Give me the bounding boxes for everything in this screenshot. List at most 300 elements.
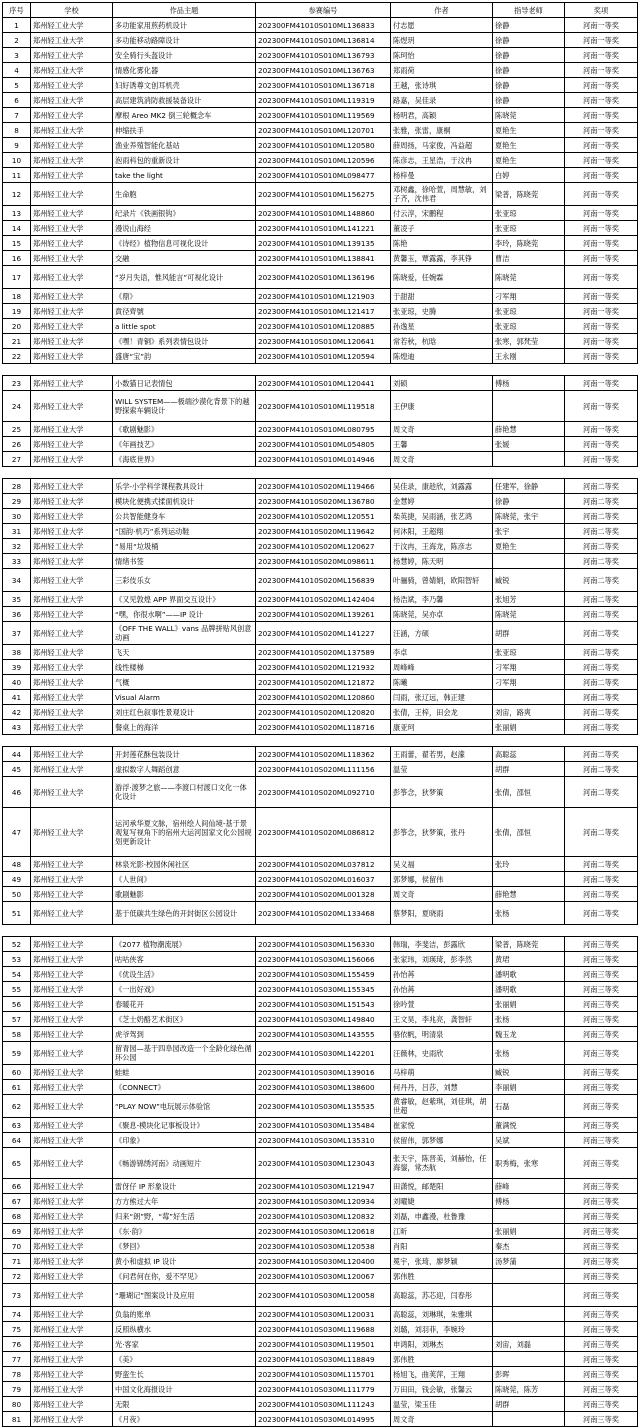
cell-authors: 何沐阳，王超翔: [391, 524, 493, 539]
cell-title: 线性楼梯: [113, 660, 256, 675]
cell-index: 15: [3, 236, 31, 251]
separator-cell: [3, 735, 638, 747]
separator-row: [3, 925, 638, 937]
cell-title: 《嘿！青铜》系列表情包设计: [113, 334, 256, 349]
cell-entry-id: 202300FM41010S030ML118849: [256, 1352, 391, 1367]
cell-entry-id: 202300FM41010S030ML123043: [256, 1148, 391, 1179]
cell-advisor: 白婷: [493, 168, 565, 183]
cell-entry-id: 202300FM41010S020ML119466: [256, 479, 391, 494]
cell-award: 河南三等奖: [565, 1397, 638, 1412]
table-row: [3, 304, 638, 319]
cell-authors: 郑雨荷: [391, 63, 493, 78]
cell-index: 25: [3, 422, 31, 437]
cell-advisor: 秦杰: [493, 1239, 565, 1254]
cell-entry-id: 202300FM41010S010ML119569: [256, 108, 391, 123]
cell-index: 33: [3, 554, 31, 569]
table-row: [3, 1080, 638, 1095]
cell-award: 河南一等奖: [565, 452, 638, 467]
cell-title: 《一出好戏》: [113, 982, 256, 997]
cell-advisor: 曹洁: [493, 251, 565, 266]
cell-entry-id: 202300FM41010S020ML136780: [256, 494, 391, 509]
cell-entry-id: 202300FM41010S030ML135535: [256, 1095, 391, 1118]
cell-entry-id: 202300FM41010S030ML135484: [256, 1118, 391, 1133]
cell-title: 《又见敦煌 APP 界面交互设计》: [113, 592, 256, 607]
cell-advisor: 张倩，邵恒: [493, 777, 565, 808]
cell-advisor: 职秀梅，张寒: [493, 1148, 565, 1179]
cell-school: 郑州轻工业大学: [31, 479, 113, 494]
cell-index: 14: [3, 221, 31, 236]
cell-advisor: 张亚琼: [493, 319, 565, 334]
cell-entry-id: 202300FM41020S010ML136196: [256, 266, 391, 289]
cell-award: 河南二等奖: [565, 857, 638, 872]
cell-award: 河南二等奖: [565, 747, 638, 762]
cell-entry-id: 202300FM41010S010ML054805: [256, 437, 391, 452]
cell-title: 气概: [113, 675, 256, 690]
cell-advisor: [493, 1412, 565, 1427]
cell-advisor: 薛艳慧: [493, 887, 565, 902]
cell-authors: 闫雨，张辽远，韩正建: [391, 690, 493, 705]
cell-index: 2: [3, 33, 31, 48]
cell-index: 19: [3, 304, 31, 319]
cell-authors: 张亚琼，史腾: [391, 304, 493, 319]
cell-index: 5: [3, 78, 31, 93]
cell-entry-id: 202300FM41010S020ML098611: [256, 554, 391, 569]
cell-advisor: 徐静: [493, 93, 565, 108]
cell-school: 郑州轻工业大学: [31, 872, 113, 887]
cell-entry-id: 202300FM41010S030ML155345: [256, 982, 391, 997]
cell-title: 盛唐“宝”韵: [113, 349, 256, 364]
cell-school: 郑州轻工业大学: [31, 422, 113, 437]
table-row: [3, 660, 638, 675]
table-row: [3, 1042, 638, 1065]
cell-index: 54: [3, 967, 31, 982]
cell-entry-id: 202300FM41010S020ML118362: [256, 747, 391, 762]
cell-entry-id: 202300FM41010S010ML098477: [256, 168, 391, 183]
cell-index: 47: [3, 808, 31, 857]
header-authors: 作者: [391, 3, 493, 18]
cell-entry-id: 202300FM41010S030ML139016: [256, 1065, 391, 1080]
cell-advisor: 陈晓莞: [493, 108, 565, 123]
cell-authors: 康亚珂: [391, 720, 493, 735]
separator-row: [3, 467, 638, 479]
cell-title: 虚拟数字人舞蹈创意: [113, 762, 256, 777]
cell-entry-id: 202300FM41010S010ML120701: [256, 123, 391, 138]
cell-advisor: 梁普，陈晓莞: [493, 183, 565, 206]
cell-authors: 于甜甜: [391, 289, 493, 304]
cell-school: 郑州轻工业大学: [31, 1239, 113, 1254]
cell-entry-id: 202300FM41010S030ML111243: [256, 1397, 391, 1412]
cell-index: 36: [3, 607, 31, 622]
cell-school: 郑州轻工业大学: [31, 319, 113, 334]
cell-index: 52: [3, 937, 31, 952]
cell-authors: 刘曜婕: [391, 1194, 493, 1209]
cell-school: 郑州轻工业大学: [31, 1118, 113, 1133]
cell-advisor: 吴斌: [493, 1133, 565, 1148]
cell-advisor: 刘宙，路爽: [493, 705, 565, 720]
cell-title: 归来“朗”野，“莓”好生活: [113, 1209, 256, 1224]
cell-title: “易用“垃圾桶: [113, 539, 256, 554]
cell-authors: 蔡梦阳，夏晓雨: [391, 902, 493, 925]
table-row: [3, 554, 638, 569]
cell-advisor: 李玲，陈晓莞: [493, 236, 565, 251]
cell-award: 河南三等奖: [565, 1080, 638, 1095]
cell-school: 郑州轻工业大学: [31, 221, 113, 236]
cell-advisor: 陈晓莞，陈芳: [493, 1382, 565, 1397]
cell-award: 河南二等奖: [565, 902, 638, 925]
cell-title: 《聚息-模块化记事板设计》: [113, 1118, 256, 1133]
cell-award: 河南一等奖: [565, 349, 638, 364]
cell-award: 河南三等奖: [565, 1382, 638, 1397]
cell-advisor: [493, 391, 565, 422]
cell-title: 春暖花开: [113, 997, 256, 1012]
cell-index: 45: [3, 762, 31, 777]
table-row: [3, 183, 638, 206]
cell-entry-id: 202300FM41010S010ML141221: [256, 221, 391, 236]
table-row: [3, 857, 638, 872]
cell-index: 61: [3, 1080, 31, 1095]
cell-title: 妇好诱尊文创耳机壳: [113, 78, 256, 93]
cell-award: 河南一等奖: [565, 266, 638, 289]
cell-advisor: 徐静: [493, 33, 565, 48]
cell-index: 20: [3, 319, 31, 334]
cell-advisor: 胡群: [493, 762, 565, 777]
cell-award: 河南一等奖: [565, 334, 638, 349]
cell-authors: 黄馨玉，覃露露，李其铮: [391, 251, 493, 266]
cell-advisor: [493, 554, 565, 569]
cell-index: 24: [3, 391, 31, 422]
cell-entry-id: 202300FM41010S020ML133468: [256, 902, 391, 925]
cell-authors: 孙怡苒: [391, 982, 493, 997]
awards-table: [2, 2, 638, 1427]
cell-entry-id: 202300FM41010S030ML120058: [256, 1284, 391, 1307]
header-entry-id: 参赛编号: [256, 3, 391, 18]
table-row: [3, 592, 638, 607]
cell-entry-id: 202300FM41010S020ML156839: [256, 569, 391, 592]
table-row: [3, 349, 638, 364]
cell-school: 郑州轻工业大学: [31, 1254, 113, 1269]
cell-title: 《年画技艺》: [113, 437, 256, 452]
cell-school: 郑州轻工业大学: [31, 1352, 113, 1367]
cell-award: 河南三等奖: [565, 1307, 638, 1322]
cell-authors: 陈彦志，王星浩，于汶冉: [391, 153, 493, 168]
cell-index: 79: [3, 1382, 31, 1397]
cell-index: 17: [3, 266, 31, 289]
cell-school: 郑州轻工业大学: [31, 452, 113, 467]
cell-advisor: [493, 1322, 565, 1337]
cell-entry-id: 202300FM41010S020ML037812: [256, 857, 391, 872]
cell-award: 河南三等奖: [565, 1133, 638, 1148]
header-title: 作品主题: [113, 3, 256, 18]
cell-authors: 陈煜玥: [391, 33, 493, 48]
cell-authors: 柴英捷，吴雨涵，张艺鸿: [391, 509, 493, 524]
cell-authors: 彭筝念，狄梦策，张丹: [391, 808, 493, 857]
cell-advisor: 潘明歌: [493, 967, 565, 982]
cell-advisor: 魏玉龙: [493, 1027, 565, 1042]
cell-award: 河南一等奖: [565, 93, 638, 108]
cell-index: 55: [3, 982, 31, 997]
table-row: [3, 1412, 638, 1427]
cell-index: 66: [3, 1179, 31, 1194]
cell-school: 郑州轻工业大学: [31, 1307, 113, 1322]
cell-index: 49: [3, 872, 31, 887]
cell-index: 77: [3, 1352, 31, 1367]
cell-title: 《2077 植物潮流展》: [113, 937, 256, 952]
cell-index: 69: [3, 1224, 31, 1239]
cell-award: 河南三等奖: [565, 967, 638, 982]
cell-school: 郑州轻工业大学: [31, 1284, 113, 1307]
cell-advisor: [493, 1307, 565, 1322]
cell-index: 71: [3, 1254, 31, 1269]
cell-award: 河南一等奖: [565, 376, 638, 391]
cell-award: 河南一等奖: [565, 251, 638, 266]
cell-title: “国韵·机巧”系列运动鞋: [113, 524, 256, 539]
cell-authors: 周峰峰: [391, 660, 493, 675]
cell-advisor: 张丽娟: [493, 1224, 565, 1239]
cell-authors: 温莹: [391, 762, 493, 777]
cell-advisor: 张寒，郭梵莹: [493, 334, 565, 349]
cell-index: 42: [3, 705, 31, 720]
table-row: [3, 123, 638, 138]
cell-authors: 刘璐，刘羽菲，李婉玲: [391, 1322, 493, 1337]
cell-entry-id: 202300FM41010S020ML137589: [256, 645, 391, 660]
cell-authors: 付志愿: [391, 18, 493, 33]
cell-advisor: 陈晓莞: [493, 266, 565, 289]
cell-entry-id: 202300FM41010S030ML111779: [256, 1382, 391, 1397]
cell-authors: 郭伟胜: [391, 1352, 493, 1367]
cell-school: 郑州轻工业大学: [31, 349, 113, 364]
cell-index: 59: [3, 1042, 31, 1065]
cell-award: 河南一等奖: [565, 437, 638, 452]
cell-index: 38: [3, 645, 31, 660]
cell-award: 河南一等奖: [565, 183, 638, 206]
cell-entry-id: 202300FM41010S010ML148860: [256, 206, 391, 221]
cell-advisor: 刁军翔: [493, 660, 565, 675]
cell-entry-id: 202300FM41010S030ML142201: [256, 1042, 391, 1065]
cell-title: WILL SYSTEM——极端沙漠化背景下的越野探索车辆设计: [113, 391, 256, 422]
cell-authors: 周文奇: [391, 887, 493, 902]
table-row: [3, 266, 638, 289]
cell-award: 河南三等奖: [565, 1224, 638, 1239]
cell-title: 《东·韵》: [113, 1224, 256, 1239]
cell-title: Visual Alarm: [113, 690, 256, 705]
cell-school: 郑州轻工业大学: [31, 48, 113, 63]
cell-index: 32: [3, 539, 31, 554]
cell-authors: 高聪蕊，刘琳琪，朱雅琪: [391, 1307, 493, 1322]
table-row: [3, 762, 638, 777]
cell-advisor: 徐静: [493, 78, 565, 93]
cell-title: take the light: [113, 168, 256, 183]
cell-entry-id: 202300FM41010S030ML135310: [256, 1133, 391, 1148]
cell-advisor: 石磊: [493, 1095, 565, 1118]
cell-award: 河南二等奖: [565, 539, 638, 554]
cell-advisor: 张媛: [493, 437, 565, 452]
cell-advisor: 刁军翔: [493, 289, 565, 304]
cell-index: 8: [3, 123, 31, 138]
cell-title: 雷伢仔 IP 形象设计: [113, 1179, 256, 1194]
cell-advisor: [493, 872, 565, 887]
table-row: [3, 808, 638, 857]
cell-school: 郑州轻工业大学: [31, 675, 113, 690]
cell-authors: 张天宇，陈晋美，刘赫怡，任海鋆，常杰航: [391, 1148, 493, 1179]
cell-advisor: 胡群: [493, 622, 565, 645]
cell-authors: 孙逸星: [391, 319, 493, 334]
cell-authors: 李卓: [391, 645, 493, 660]
cell-index: 60: [3, 1065, 31, 1080]
cell-school: 郑州轻工业大学: [31, 183, 113, 206]
table-row: [3, 221, 638, 236]
cell-award: 河南三等奖: [565, 1337, 638, 1352]
cell-award: 河南二等奖: [565, 690, 638, 705]
cell-authors: 杨慧婷，陈天明: [391, 554, 493, 569]
cell-award: 河南二等奖: [565, 777, 638, 808]
table-row: [3, 1118, 638, 1133]
cell-award: 河南一等奖: [565, 78, 638, 93]
table-row: [3, 902, 638, 925]
cell-award: 河南一等奖: [565, 289, 638, 304]
cell-entry-id: 202300FM41010S030ML119501: [256, 1337, 391, 1352]
table-row: [3, 645, 638, 660]
table-row: [3, 1322, 638, 1337]
cell-advisor: 张宇: [493, 524, 565, 539]
cell-advisor: 刁军翔: [493, 675, 565, 690]
cell-school: 郑州轻工业大学: [31, 1065, 113, 1080]
cell-award: 河南三等奖: [565, 1269, 638, 1284]
cell-title: a little spot: [113, 319, 256, 334]
table-row: [3, 690, 638, 705]
cell-entry-id: 202300FM41010S010ML136793: [256, 48, 391, 63]
table-row: [3, 206, 638, 221]
cell-entry-id: 202300FM41010S010ML120594: [256, 349, 391, 364]
cell-advisor: [493, 1352, 565, 1367]
cell-advisor: 张杨: [493, 1012, 565, 1027]
table-row: [3, 1065, 638, 1080]
table-row: [3, 319, 638, 334]
cell-index: 46: [3, 777, 31, 808]
cell-school: 郑州轻工业大学: [31, 887, 113, 902]
cell-authors: 陈晓莞，吴亦卓: [391, 607, 493, 622]
cell-authors: 孙怡苒: [391, 967, 493, 982]
cell-award: 河南三等奖: [565, 1027, 638, 1042]
table-row: [3, 1239, 638, 1254]
cell-advisor: 夏艳生: [493, 123, 565, 138]
cell-authors: 张倩，王梓，田会龙: [391, 705, 493, 720]
cell-school: 郑州轻工业大学: [31, 93, 113, 108]
cell-school: 郑州轻工业大学: [31, 1397, 113, 1412]
cell-title: 刘庄红色叙事性景观设计: [113, 705, 256, 720]
cell-school: 郑州轻工业大学: [31, 569, 113, 592]
cell-index: 56: [3, 997, 31, 1012]
table-row: [3, 1209, 638, 1224]
cell-school: 郑州轻工业大学: [31, 266, 113, 289]
cell-entry-id: 202300FM41010S020ML121932: [256, 660, 391, 675]
cell-school: 郑州轻工业大学: [31, 645, 113, 660]
cell-title: 安全骑行头盔设计: [113, 48, 256, 63]
cell-award: 河南三等奖: [565, 1012, 638, 1027]
cell-index: 51: [3, 902, 31, 925]
cell-title: 《OFF THE WALL》vans 品牌拼贴风创意动画: [113, 622, 256, 645]
table-row: [3, 1307, 638, 1322]
cell-advisor: 张丽娟: [493, 720, 565, 735]
cell-school: 郑州轻工业大学: [31, 168, 113, 183]
cell-title: 《芝士奶酪艺术街区》: [113, 1012, 256, 1027]
cell-entry-id: 202300FM41010S020ML118716: [256, 720, 391, 735]
cell-title: 三彩伎乐女: [113, 569, 256, 592]
cell-school: 郑州轻工业大学: [31, 1269, 113, 1284]
cell-award: 河南二等奖: [565, 720, 638, 735]
cell-advisor: [493, 1209, 565, 1224]
cell-entry-id: 202300FM41010S020ML139261: [256, 607, 391, 622]
table-row: [3, 1397, 638, 1412]
cell-award: 河南三等奖: [565, 982, 638, 997]
table-row: [3, 705, 638, 720]
cell-school: 郑州轻工业大学: [31, 1412, 113, 1427]
cell-award: 河南二等奖: [565, 808, 638, 857]
cell-title: 賁径齊號: [113, 304, 256, 319]
cell-title: “PLAY NOW”电玩展示体验馆: [113, 1095, 256, 1118]
cell-title: 歌剧魅影: [113, 887, 256, 902]
cell-entry-id: 202300FM41010S020ML111156: [256, 762, 391, 777]
cell-award: 河南一等奖: [565, 108, 638, 123]
cell-index: 72: [3, 1269, 31, 1284]
cell-authors: 吴义福: [391, 857, 493, 872]
cell-authors: 侯留伟，郭梦娜: [391, 1133, 493, 1148]
cell-index: 44: [3, 747, 31, 762]
cell-authors: 杨明君，高颖: [391, 108, 493, 123]
separator-row: [3, 364, 638, 376]
cell-authors: 郭梦娜，侯留伟: [391, 872, 493, 887]
cell-title: “珊瑚记”图案设计及应用: [113, 1284, 256, 1307]
cell-award: 河南三等奖: [565, 1118, 638, 1133]
cell-authors: 郭伟胜: [391, 1269, 493, 1284]
cell-title: 漫说山海经: [113, 221, 256, 236]
cell-advisor: 张旭芳: [493, 592, 565, 607]
cell-advisor: 陈晓莞: [493, 607, 565, 622]
cell-entry-id: 202300FM41010S020ML092710: [256, 777, 391, 808]
cell-index: 57: [3, 1012, 31, 1027]
table-row: [3, 437, 638, 452]
cell-entry-id: 202300FM41010S020ML120551: [256, 509, 391, 524]
cell-advisor: 高聪蕊: [493, 747, 565, 762]
cell-entry-id: 202300FM41010S010ML014946: [256, 452, 391, 467]
cell-award: 河南一等奖: [565, 18, 638, 33]
cell-school: 郑州轻工业大学: [31, 1224, 113, 1239]
cell-title: 泡雨科包的重新设计: [113, 153, 256, 168]
cell-school: 郑州轻工业大学: [31, 622, 113, 645]
cell-entry-id: 202300FM41010S010ML121417: [256, 304, 391, 319]
cell-award: 河南二等奖: [565, 509, 638, 524]
cell-advisor: 李丽娟: [493, 1080, 565, 1095]
cell-index: 10: [3, 153, 31, 168]
cell-authors: 彭筝念，狄梦策: [391, 777, 493, 808]
cell-school: 郑州轻工业大学: [31, 997, 113, 1012]
cell-title: 《印象》: [113, 1133, 256, 1148]
cell-entry-id: 202300FM41010S010ML119319: [256, 93, 391, 108]
table-row: [3, 1224, 638, 1239]
cell-award: 河南三等奖: [565, 952, 638, 967]
cell-award: 河南一等奖: [565, 304, 638, 319]
cell-school: 郑州轻工业大学: [31, 902, 113, 925]
table-row: [3, 289, 638, 304]
table-row: [3, 937, 638, 952]
cell-entry-id: 202300FM41010S030ML156066: [256, 952, 391, 967]
cell-advisor: 张玲: [493, 857, 565, 872]
cell-title: 交融: [113, 251, 256, 266]
cell-award: 河南二等奖: [565, 675, 638, 690]
cell-school: 郑州轻工业大学: [31, 33, 113, 48]
cell-authors: 邓树鑫，徐哈萱，周慧敏，刘子齐，沈伟君: [391, 183, 493, 206]
table-row: [3, 376, 638, 391]
table-row: [3, 1194, 638, 1209]
